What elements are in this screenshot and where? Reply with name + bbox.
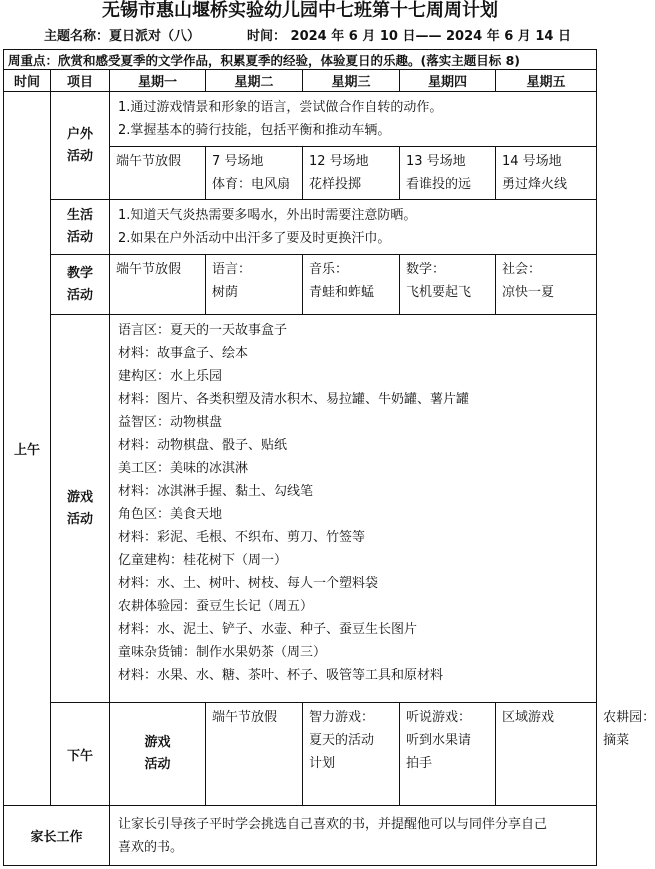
teaching-activity-label: 教学 活动	[51, 255, 110, 315]
outdoor-goals: 1.通过游戏情景和形象的语言，尝试做合作自转的动作。 2.掌握基本的骑行技能，包括平衡和推动车辆。	[110, 92, 597, 147]
list-item: 童味杂货铺：制作水果奶茶（周三）	[118, 645, 327, 660]
column-header: 星期五	[496, 70, 597, 92]
page-title: 无锡市惠山堰桥实验幼儿园中七班第十七周周计划	[102, 0, 498, 21]
column-header: 星期二	[206, 70, 303, 92]
life-activity-content: 1.知道天气炎热需要多喝水，外出时需要注意防晒。 2.如果在户外活动中出汗多了要及时更换汗巾。	[110, 200, 597, 255]
outdoor-friday: 14 号场地 勇过烽火线	[496, 147, 597, 200]
afternoon-game-label: 游戏 活动	[110, 703, 206, 806]
game-activity-row	[4, 315, 597, 703]
teaching-activity-row	[4, 255, 597, 315]
teaching-friday: 社会： 凉快一夏	[496, 255, 597, 315]
afternoon-label: 下午	[51, 703, 110, 806]
list-item: 材料：冰淇淋手握、黏土、勾线笔	[118, 484, 314, 499]
parent-work-label: 家长工作	[4, 806, 110, 866]
parent-work-row	[4, 806, 597, 866]
morning-label: 上午	[4, 92, 51, 806]
list-item: 益智区：动物棋盘	[118, 415, 223, 430]
header-row	[4, 70, 597, 92]
teaching-wednesday: 音乐： 青蛙和蚱蜢	[303, 255, 400, 315]
list-item: 材料：水、土、树叶、树枝、每人一个塑料袋	[118, 576, 379, 591]
list-item: 材料：彩泥、毛根、不织布、剪刀、竹签等	[118, 530, 366, 545]
list-item: 语言区：夏天的一天故事盒子	[118, 323, 288, 338]
teaching-tuesday: 语言： 树荫	[206, 255, 303, 315]
afternoon-thursday: 区域游戏	[496, 703, 597, 806]
weekly-plan-table	[3, 49, 655, 866]
list-item: 材料：图片、各类积塑及清水积木、易拉罐、牛奶罐、薯片罐	[118, 392, 470, 407]
list-item: 角色区：美食天地	[118, 507, 223, 522]
teaching-thursday: 数学： 飞机要起飞	[400, 255, 496, 315]
list-item: 农耕体验园：蚕豆生长记（周五）	[118, 599, 314, 614]
column-header: 星期一	[110, 70, 206, 92]
outdoor-monday: 端午节放假	[110, 147, 206, 200]
list-item: 美工区：美味的冰淇淋	[118, 461, 249, 476]
outdoor-goals-row	[4, 92, 597, 147]
list-item: 材料：动物棋盘、骰子、贴纸	[118, 438, 288, 453]
focus-row	[4, 50, 597, 70]
theme-name: 主题名称：夏日派对（八）	[44, 29, 201, 44]
game-area-list	[110, 315, 597, 703]
date-range: 时间： 2024 年 6 月 10 日—— 2024 年 6 月 14 日	[247, 29, 571, 44]
column-header: 星期四	[400, 70, 496, 92]
column-header: 项目	[51, 70, 110, 92]
afternoon-monday: 端午节放假	[206, 703, 303, 806]
column-header: 时间	[4, 70, 51, 92]
list-item: 材料：故事盒子、绘本	[118, 346, 249, 361]
game-activity-label: 游戏 活动	[51, 315, 110, 703]
list-item: 材料：水、泥土、铲子、水壶、种子、蚕豆生长图片	[118, 622, 418, 637]
life-activity-label: 生活 活动	[51, 200, 110, 255]
teaching-monday: 端午节放假	[110, 255, 206, 315]
parent-work-content: 让家长引导孩子平时学会挑选自己喜欢的书，并提醒他可以与同伴分享自己 喜欢的书。	[110, 806, 597, 866]
afternoon-wednesday: 听说游戏： 听到水果请 拍手	[400, 703, 496, 806]
outdoor-wednesday: 12 号场地 花样投掷	[303, 147, 400, 200]
weekly-focus: 周重点：欣赏和感受夏季的文学作品，积累夏季的经验，体验夏日的乐趣。(落实主题目标 8)	[4, 50, 597, 70]
afternoon-tuesday: 智力游戏： 夏天的活动 计划	[303, 703, 400, 806]
life-activity-row	[4, 200, 597, 255]
list-item: 材料：水果、水、糖、茶叶、杯子、吸管等工具和原材料	[118, 668, 444, 683]
list-item: 亿童建构：桂花树下（周一）	[118, 553, 288, 568]
list-item: 建构区：水上乐园	[118, 369, 223, 384]
outdoor-activity-label: 户外 活动	[51, 92, 110, 200]
outdoor-thursday: 13 号场地 看谁投的远	[400, 147, 496, 200]
column-header: 星期三	[303, 70, 400, 92]
afternoon-row: 下午 游戏 活动 端午节放假 智力游戏： 夏天的活动 计划 听说游戏： 听到水果请 拍手 区域游戏 农耕园： 摘菜	[4, 703, 597, 806]
outdoor-tuesday: 7 号场地 体育：电风扇	[206, 147, 303, 200]
